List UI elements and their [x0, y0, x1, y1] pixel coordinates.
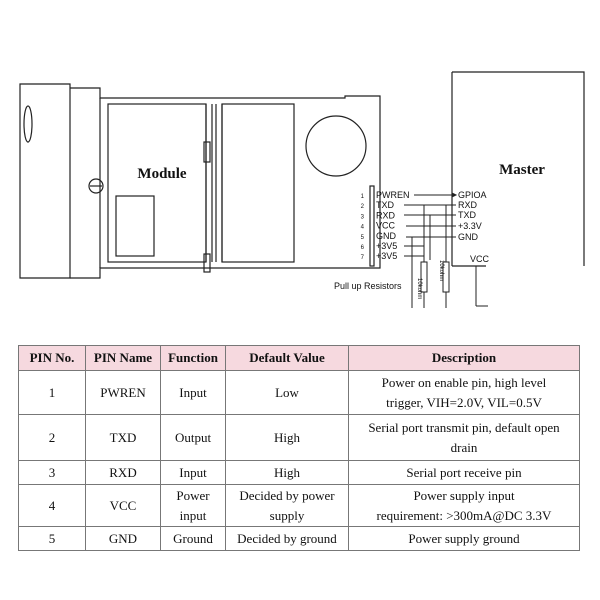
desc-line: trigger, VIH=2.0V, VIL=0.5V: [386, 394, 542, 410]
master-pin-name: RXD: [458, 200, 478, 210]
module-pin-name: GND: [376, 230, 396, 241]
cell-pin-name: PWREN: [86, 371, 161, 415]
module-pin-number: 6: [360, 245, 364, 251]
table-row: [19, 415, 580, 461]
module-pin-list: [361, 190, 410, 261]
desc-line: Serial port transmit pin, default open: [368, 419, 560, 435]
header-function: Function: [161, 346, 226, 371]
cell-pin-name: TXD: [86, 415, 161, 461]
cell-description: [349, 485, 580, 527]
resistor-label-1: 10kohm: [416, 278, 422, 300]
cell-pin-no: 3: [19, 461, 86, 485]
cell-function: Ground: [161, 527, 226, 551]
master-label: Master: [499, 162, 545, 178]
cell-pin-name: RXD: [86, 461, 161, 485]
master-pin-name: GND: [458, 232, 478, 242]
function-line: input: [179, 507, 207, 523]
cell-pin-no: 2: [19, 415, 86, 461]
default-line: Decided by power: [239, 487, 335, 503]
desc-line: requirement: >300mA@DC 3.3V: [376, 507, 552, 523]
module-pin-name: +3V5: [376, 251, 398, 262]
cell-description: [349, 371, 580, 415]
cell-pin-no: 1: [19, 371, 86, 415]
cell-description: [349, 415, 580, 461]
header-default-value: Default Value: [226, 346, 349, 371]
module-pin-name: VCC: [376, 220, 396, 231]
module-pin-number: 3: [360, 214, 364, 221]
module-pin-name: RXD: [376, 210, 396, 221]
cell-default: Low: [226, 371, 349, 415]
cell-function: Input: [161, 371, 226, 415]
table-row: [19, 461, 580, 485]
cell-default: [226, 485, 349, 527]
cell-default: Decided by ground: [226, 527, 349, 551]
module-pin-number: 7: [360, 255, 364, 262]
cell-function: [161, 485, 226, 527]
resistor-label-2: 10kohm: [438, 260, 444, 282]
cell-function: Input: [161, 461, 226, 485]
table-row: [19, 371, 580, 415]
header-pin-no: PIN No.: [19, 346, 86, 371]
module-pin-name: PWREN: [376, 190, 410, 200]
header-pin-name: PIN Name: [86, 346, 161, 371]
module-compartment-left: [108, 104, 206, 262]
master-pin-list: [458, 190, 490, 264]
pullup-label: Pull up Resistors: [334, 281, 402, 291]
table-row: [19, 527, 580, 551]
lens-circle: [306, 116, 366, 176]
master-pin-name: +3.3V: [458, 221, 482, 231]
master-pin-name: TXD: [458, 210, 476, 220]
cell-pin-no: 4: [19, 485, 86, 527]
table-row: [19, 485, 580, 527]
module-inner-block: [116, 196, 154, 256]
module-pin-number: 1: [360, 194, 364, 200]
pin-table: [18, 345, 580, 551]
cell-pin-name: VCC: [86, 485, 161, 527]
module-pin-name: +3V5: [376, 241, 398, 251]
desc-line: Power on enable pin, high level: [381, 374, 547, 390]
master-pin-name: VCC: [470, 254, 490, 264]
function-line: Power: [176, 487, 210, 503]
module-compartment-right: [222, 104, 294, 262]
master-pin-name: GPIOA: [458, 190, 487, 200]
header-description: Description: [349, 346, 580, 371]
default-line: supply: [269, 507, 305, 523]
cell-description: Power supply ground: [349, 527, 580, 551]
end-cap-slot: [24, 106, 32, 142]
module-pin-name: TXD: [376, 200, 394, 211]
table-header-row: [19, 346, 580, 371]
cell-pin-name: GND: [86, 527, 161, 551]
module-pin-number: 4: [360, 224, 364, 231]
cell-default: High: [226, 415, 349, 461]
cell-default: High: [226, 461, 349, 485]
module-pin-number: 2: [360, 204, 364, 211]
desc-line: drain: [450, 439, 478, 455]
desc-line: Power supply input: [413, 487, 515, 503]
cell-function: Output: [161, 415, 226, 461]
cell-pin-no: 5: [19, 527, 86, 551]
module-end-cap: [20, 84, 70, 278]
module-label: Module: [137, 166, 187, 182]
cell-description: Serial port receive pin: [349, 461, 580, 485]
module-pin-number: 5: [360, 234, 364, 241]
